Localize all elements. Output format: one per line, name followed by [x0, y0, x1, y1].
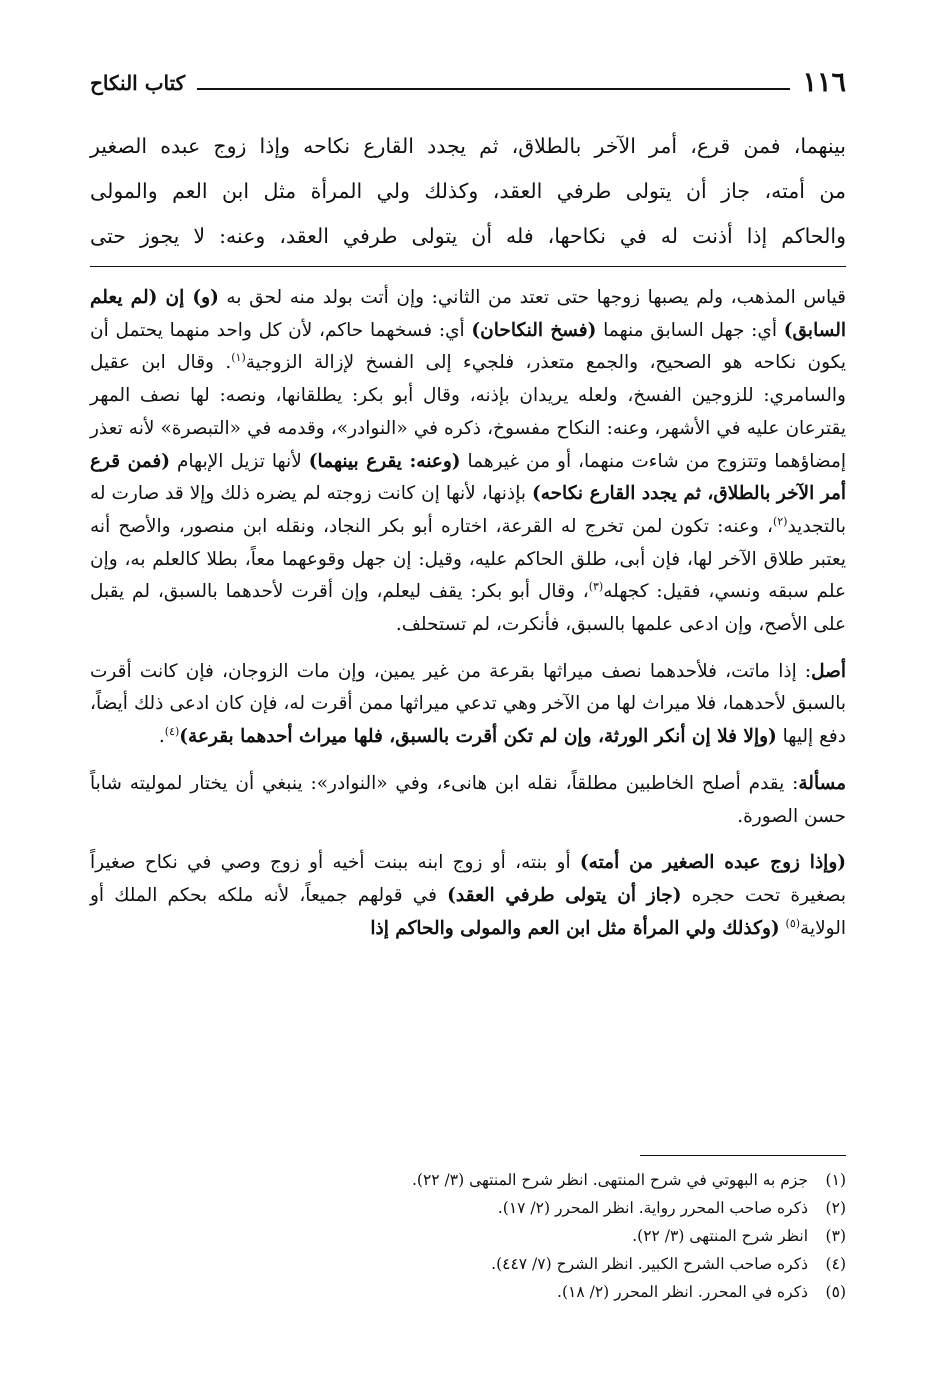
footnote-marker[interactable]: (٤) — [164, 724, 180, 738]
text-run: ، وقال أبو بكر: يقف ليعلم، وإن أقرت لأحدهما بالسبق، لم يقبل على الأصح، وإن ادعى علمها بالسبق، فأنكرت، لم تستحلف. — [90, 581, 846, 636]
footnote-item — [200, 1222, 846, 1250]
commentary — [90, 282, 846, 945]
footnote-number: (١) — [825, 1171, 846, 1189]
text-run: . وقال ابن عقيل والسامري: للزوجين الفسخ، ولعله يريدان بإذنه، وقال أبو بكر: يطلقانها، ونصه: لها نصف المهر يقترعان عليه في الأشهر، وعنه: النكاح مفسوخ، ذكره في «النوادر»، وقدمه في «التبصرة» لأنه تعذر إمضاؤهما وتتزوج من شاءت منهما، أو من غيرهما — [90, 352, 847, 472]
footnote-divider — [640, 1155, 846, 1156]
commentary-paragraph-2 — [90, 656, 846, 754]
footnote-text: جزم به البهوتي في شرح المنتهى. انظر شرح المنتهى (٣/ ٢٢). — [411, 1171, 808, 1189]
main-text-line-1: بينهما، فمن قرع، أمر الآخر بالطلاق، ثم يجدد القارع نكاحه وإذا زوج عبده الصغير — [90, 134, 846, 158]
footnote-marker[interactable]: (١) — [231, 351, 246, 365]
text-run: أي: جهل السابق منهما — [596, 319, 784, 341]
page-number: ١١٦ — [802, 67, 846, 98]
text-run: . — [158, 726, 165, 748]
bold-run: (جاز أن يتولى طرفي العقد) — [447, 884, 682, 906]
footnotes — [200, 1166, 846, 1306]
footnote-item — [200, 1250, 846, 1278]
footnote-text: انظر شرح المنتهى (٣/ ٢٢). — [632, 1227, 808, 1245]
text-run: قياس المذهب، ولم يصبها زوجها حتى تعتد من الثاني: وإن أتت بولد منه لحق به — [218, 287, 847, 308]
footnote-text: ذكره في المحرر. انظر المحرر (٢/ ١٨). — [557, 1283, 808, 1301]
text-run: أو بنته، أو زوج ابنه ببنت أخيه أو زوج وصي في نكاح صغيراً بصغيرة تحت حجره — [90, 852, 846, 906]
footnote-marker[interactable]: (٣) — [588, 580, 604, 594]
bold-run: (وإلا فلا إن أنكر الورثة، وإن لم تكن أقرت بالسبق، فلها ميراث أحدهما بقرعة) — [179, 726, 777, 748]
footnote-text: ذكره صاحب المحرر رواية. انظر المحرر (٢/ ١٧). — [497, 1199, 808, 1217]
footnote-number: (٢) — [825, 1199, 846, 1217]
footnote-text: ذكره صاحب الشرح الكبير. انظر الشرح (٧/ ٤٤٧). — [491, 1255, 808, 1273]
header-rule — [197, 88, 790, 90]
commentary-paragraph-4 — [90, 847, 846, 945]
footnote-number: (٣) — [825, 1227, 846, 1245]
footnote-item — [200, 1166, 846, 1194]
footnote-item — [200, 1278, 846, 1306]
footnote-number: (٥) — [825, 1283, 846, 1301]
footnote-marker[interactable]: (٢) — [772, 514, 788, 528]
page-header — [90, 62, 846, 98]
text-run: لأنها تزيل الإبهام — [170, 450, 309, 472]
running-title: كتاب النكاح — [90, 71, 186, 95]
bold-run: أصل — [811, 660, 846, 682]
bold-run: (وإذا زوج عبده الصغير من أمته) — [579, 852, 847, 874]
bold-run: (فمن قرع أمر الآخر بالطلاق، ثم يجدد القارع نكاحه) — [90, 450, 846, 505]
main-text-divider — [90, 266, 846, 267]
text-run: ، وعنه: تكون لمن تخرج له القرعة، اختاره أبو بكر النجاد، ونقله ابن منصور، والأصح أنه يعتبر طلاق الآخر لها، فإن أبى، طلق الحاكم عليه، وقيل: إن جهل وقوعهما معاً، بطلا كالعلم به، وإن علم سبقه ونسي، فقيل: كجهله — [90, 515, 846, 603]
bold-run: (وعنه: يقرع بينهما) — [308, 450, 461, 472]
bold-run: (وكذلك ولي المرأة مثل ابن العم والمولى والحاكم إذا — [370, 917, 780, 939]
main-text-line-3: والحاكم إذا أذنت له في نكاحها، فله أن يتولى طرفي العقد، وعنه: لا يجوز حتى — [90, 224, 846, 248]
commentary-paragraph-1 — [90, 282, 846, 642]
text-run: : إذا ماتت، فلأحدهما نصف ميراثها بقرعة من غير يمين، وإن مات الزوجان، فإن كانت أقرت بالسبق لأحدهما، فلا ميراث لها من الآخر وهي تدعي ميراثها ممن أقرت له، فإن كان ادعى ذلك أيضاً، دفع إليها — [90, 660, 846, 748]
bold-run: (و) إن (لم يعلم السابق) — [90, 287, 846, 341]
footnote-marker[interactable]: (٥) — [785, 916, 801, 930]
text-run: في قولهم جميعاً، لأنه ملكه بحكم الملك أو الولاية — [90, 884, 846, 939]
bold-run: (فسخ النكاحان) — [471, 319, 597, 341]
footnote-number: (٤) — [825, 1255, 846, 1273]
main-text-line-2: من أمته، جاز أن يتولى طرفي العقد، وكذلك ولي المرأة مثل ابن العم والمولى — [90, 179, 846, 203]
footnote-item — [200, 1194, 846, 1222]
bold-run: مسألة — [798, 772, 846, 794]
commentary-paragraph-3 — [90, 768, 846, 833]
text-run: أي: فسخهما حاكم، لأن كل واحد منهما يحتمل أن يكون نكاحه هو الصحيح، والجمع متعذر، فلجيء إلى الفسخ لإزالة الزوجية — [90, 319, 846, 374]
text-run: : يقدم أصلح الخاطبين مطلقاً، نقله ابن هانىء، وفي «النوادر»: ينبغي أن يختار لموليته شاباً حسن الصورة. — [90, 772, 846, 827]
text-run: بإذنها، لأنها إن كانت زوجته لم يضره ذلك وإلا قد صارت له بالتجديد — [90, 483, 846, 537]
